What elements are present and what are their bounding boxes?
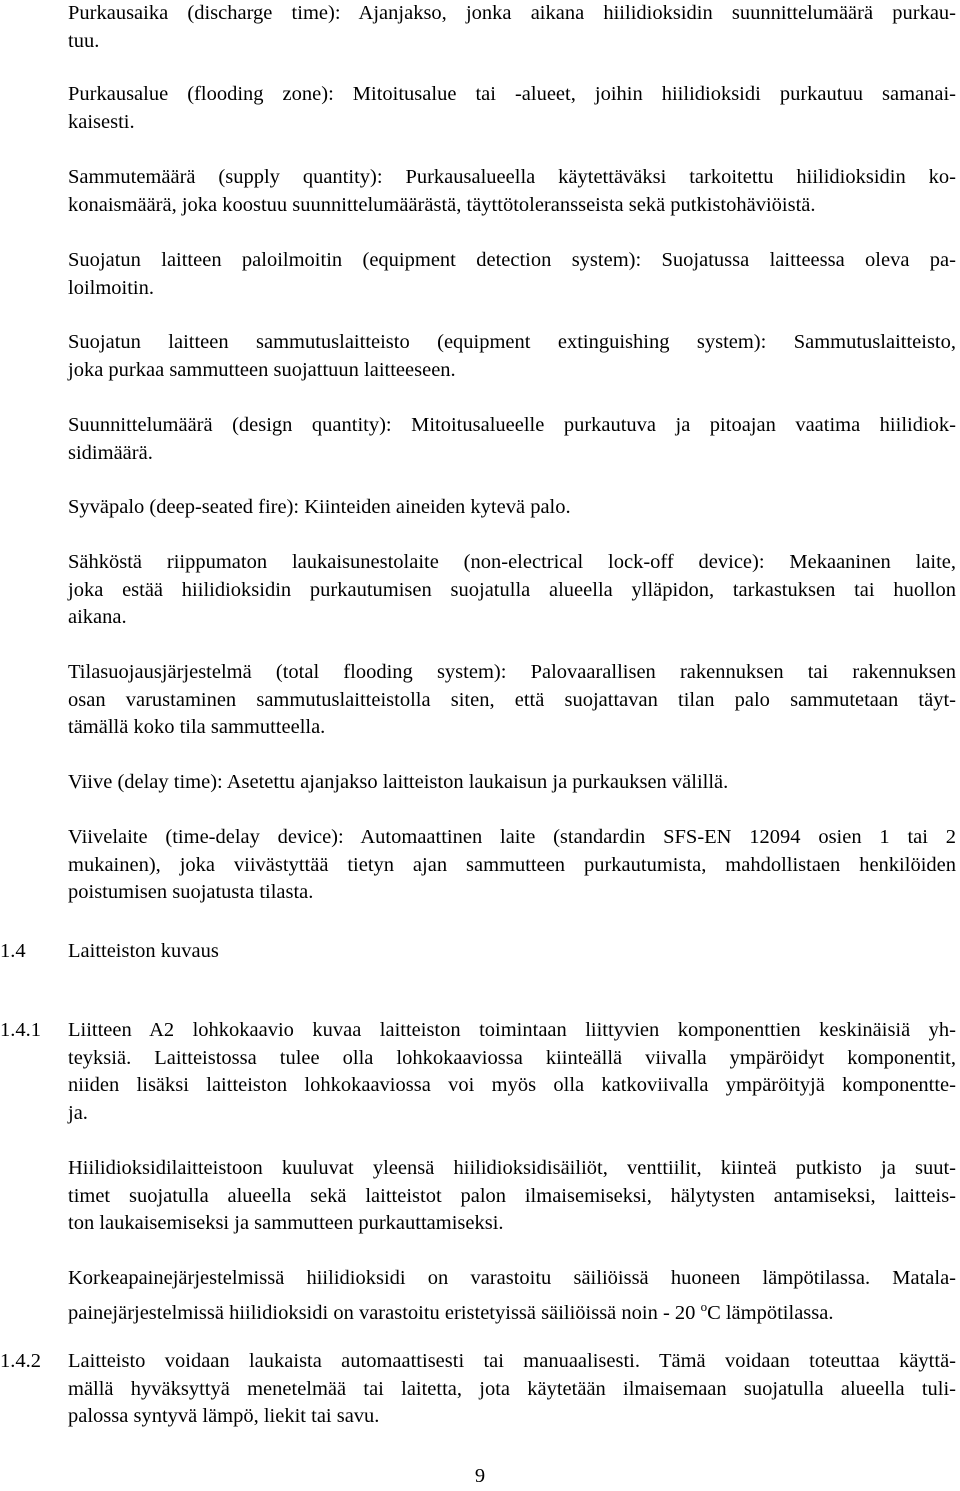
text-line: mällä hyväksyttyä menetelmää tai laitetta, jota käytetään ilmaisemaan suojatulla alueella tuli- bbox=[68, 1377, 956, 1400]
section-title: Laitteiston kuvaus bbox=[68, 940, 219, 962]
text-line: Suojatun laitteen sammutuslaitteisto (equipment extinguishing system): Sammutuslaitteisto, bbox=[68, 331, 956, 353]
definition-paragraph bbox=[68, 412, 956, 467]
text-line: Viivelaite (time-delay device): Automaattinen laite (standardin SFS-EN 12094 osien 1 tai 2 bbox=[68, 826, 956, 848]
text-line: mukainen), joka viivästyttää tietyn ajan sammutteen purkautumista, mahdollistaen henkilöiden bbox=[68, 853, 956, 876]
text-line: timet suojatulla alueella sekä laitteistot palon ilmaisemiseksi, hälytysten antamiseksi, laitteis- bbox=[68, 1184, 956, 1207]
text-line: kaisesti. bbox=[68, 110, 135, 133]
definition-paragraph bbox=[68, 329, 956, 384]
text-line: joka purkaa sammutteen suojattuun laitteeseen. bbox=[68, 358, 456, 381]
subsection-paragraph bbox=[68, 1017, 956, 1127]
text-line: Sammutemäärä (supply quantity): Purkausalueella käytettäväksi tarkoitettu hiilidioksidin ko- bbox=[68, 166, 956, 188]
text-line: poistumisen suojatusta tilasta. bbox=[68, 881, 314, 903]
definition-paragraph bbox=[68, 824, 956, 907]
text-fragment: painejärjestelmissä hiilidioksidi on varastoitu eristetyissä säiliöissä noin - 20 bbox=[68, 1301, 701, 1324]
text-line: teyksiä. Laitteistossa tulee olla lohkokaaviossa kiinteällä viivalla ympäröidyt komponentit, bbox=[68, 1046, 956, 1069]
text-line: Suunnittelumäärä (design quantity): Mitoitusalueelle purkautuva ja pitoajan vaatima hiilidiok- bbox=[68, 414, 956, 436]
subsection-paragraph bbox=[68, 1155, 956, 1238]
text-line: Purkausaika (discharge time): Ajanjakso, jonka aikana hiilidioksidin suunnittelumäärä purkau- bbox=[68, 2, 956, 24]
text-line: Korkeapainejärjestelmissä hiilidioksidi on varastoitu säiliöissä huoneen lämpötilassa. Matala- bbox=[68, 1267, 956, 1289]
section-number: 1.4 bbox=[0, 940, 26, 962]
text-line: tämällä koko tila sammutteella. bbox=[68, 716, 326, 738]
text-line: konaismäärä, joka koostuu suunnittelumäärästä, täyttötoleransseista sekä putkistohäviöistä. bbox=[68, 193, 816, 216]
text-line: Hiilidioksidilaitteistoon kuuluvat yleensä hiilidioksidisäiliöt, venttiilit, kiinteä putkisto ja suut- bbox=[68, 1157, 956, 1179]
text-line: joka estää hiilidioksidin purkautumisen suojatulla alueella ylläpidon, tarkastuksen tai huollon bbox=[68, 578, 956, 601]
text-line: ton laukaisemiseksi ja sammutteen purkauttamiseksi. bbox=[68, 1212, 504, 1234]
text-line bbox=[68, 1293, 956, 1327]
text-line: Sähköstä riippumaton laukaisunestolaite (non-electrical lock-off device): Mekaaninen laite, bbox=[68, 551, 956, 573]
text-line: Viive (delay time): Asetettu ajanjakso laitteiston laukaisun ja purkauksen välillä. bbox=[68, 771, 729, 793]
text-line: Syväpalo (deep-seated fire): Kiinteiden aineiden kytevä palo. bbox=[68, 496, 571, 518]
definition-paragraph bbox=[68, 549, 956, 632]
subsection-number: 1.4.1 bbox=[0, 1019, 41, 1041]
text-line: Suojatun laitteen paloilmoitin (equipment detection system): Suojatussa laitteessa oleva pa- bbox=[68, 249, 956, 271]
definition-paragraph bbox=[68, 164, 956, 219]
subsection-paragraph bbox=[68, 1265, 956, 1327]
text-line: Laitteisto voidaan laukaista automaattisesti tai manuaalisesti. Tämä voidaan toteuttaa käyttä- bbox=[68, 1350, 956, 1372]
text-line: aikana. bbox=[68, 606, 127, 628]
text-line: Tilasuojausjärjestelmä (total flooding system): Palovaarallisen rakennuksen tai rakennuksen bbox=[68, 661, 956, 683]
page-number: 9 bbox=[474, 1465, 486, 1487]
definition-paragraph bbox=[68, 494, 956, 522]
text-line: Purkausalue (flooding zone): Mitoitusalue tai -alueet, joihin hiilidioksidi purkautuu samanai- bbox=[68, 83, 956, 105]
definition-paragraph bbox=[68, 769, 956, 797]
subsection-paragraph bbox=[68, 1348, 956, 1431]
text-line: ja. bbox=[68, 1101, 88, 1124]
text-line: niiden lisäksi laitteiston lohkokaaviossa voi myös olla katkoviivalla ympäröityjä komponentte- bbox=[68, 1074, 956, 1096]
text-fragment: C lämpötilassa. bbox=[707, 1301, 834, 1324]
text-line: osan varustaminen sammutuslaitteistolla siten, että suojattavan tilan palo sammutetaan täyt- bbox=[68, 688, 956, 711]
text-line: palossa syntyvä lämpö, liekit tai savu. bbox=[68, 1405, 380, 1427]
degree-superscript: o bbox=[700, 1298, 708, 1314]
subsection-number: 1.4.2 bbox=[0, 1350, 41, 1372]
text-line: tuu. bbox=[68, 29, 100, 52]
definition-paragraph bbox=[68, 0, 956, 55]
definition-paragraph bbox=[68, 247, 956, 302]
definition-paragraph bbox=[68, 81, 956, 136]
text-line: sidimäärä. bbox=[68, 441, 153, 464]
definition-paragraph bbox=[68, 659, 956, 742]
text-line: Liitteen A2 lohkokaavio kuvaa laitteiston toimintaan liittyvien komponenttien keskinäisiä yh- bbox=[68, 1019, 956, 1041]
text-line: loilmoitin. bbox=[68, 276, 154, 299]
